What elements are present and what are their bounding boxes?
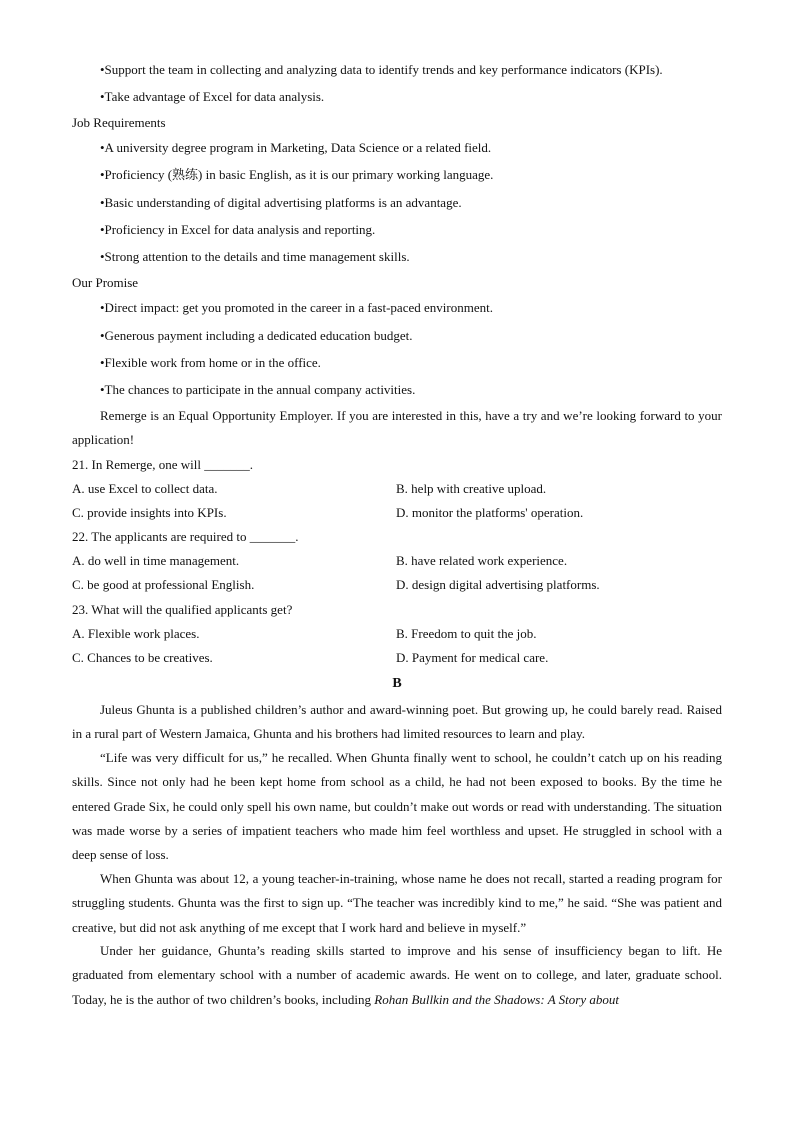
option-b: B. help with creative upload. (396, 481, 547, 496)
duty-bullet: •Support the team in collecting and analyzing data to identify trends and key performance indicators (KPIs). (100, 62, 663, 77)
option-d: D. design digital advertising platforms. (396, 577, 600, 592)
promise-bullet: •Flexible work from home or in the office. (100, 355, 321, 370)
job-requirements-heading: Job Requirements (72, 115, 166, 130)
option-c: C. provide insights into KPIs. (72, 505, 227, 520)
passage-paragraph: Juleus Ghunta is a published children’s author and award-winning poet. But growing up, he could barely read. Raised in a rural part of Western Jamaica, Ghunta and his brothers had limited resources to learn and play. (72, 702, 722, 742)
passage-paragraph: “Life was very difficult for us,” he recalled. When Ghunta finally went to school, he couldn’t catch up on his reading skills. Since not only had he been kept home from school as a child, he had not been exposed to books. By the time he entered Grade Six, he could only spell his own name, but couldn’t make out words or read with understanding. The situation was made worse by a series of impatient teachers who made him feel worthless and upset. He struggled in school with a deep sense of loss. (72, 750, 722, 863)
requirement-bullet: •Strong attention to the details and time management skills. (100, 249, 410, 264)
promise-bullet: •The chances to participate in the annual company activities. (100, 382, 416, 397)
passage-text: Under her guidance, Ghunta’s reading skills started to improve and his sense of insufficiency began to lift. He graduated from elementary school with a number of academic awards. He went on to college, and later, graduate school. Today, he is the author of two children’s books, including (72, 943, 722, 1007)
book-title: Rohan Bullkin and the Shadows: A Story about (374, 991, 619, 1007)
promise-bullet: •Generous payment including a dedicated education budget. (100, 328, 413, 343)
question-stem: 21. In Remerge, one will _______. (72, 457, 254, 472)
option-a: A. Flexible work places. (72, 626, 200, 641)
requirement-bullet: •Proficiency in Excel for data analysis and reporting. (100, 222, 376, 237)
requirement-bullet: •Proficiency (熟练) in basic English, as it is our primary working language. (100, 167, 494, 182)
option-b: B. Freedom to quit the job. (396, 626, 537, 641)
option-d: D. monitor the platforms' operation. (396, 505, 584, 520)
our-promise-heading: Our Promise (72, 275, 139, 290)
option-b: B. have related work experience. (396, 553, 568, 568)
question-stem: 22. The applicants are required to _______. (72, 529, 299, 544)
passage-paragraph (72, 939, 722, 1012)
promise-bullet: •Direct impact: get you promoted in the career in a fast-paced environment. (100, 300, 493, 315)
section-title: B (392, 676, 402, 691)
requirement-bullet: •Basic understanding of digital advertising platforms is an advantage. (100, 195, 462, 210)
closing-paragraph: Remerge is an Equal Opportunity Employer. If you are interested in this, have a try and we’re looking forward to your application! (72, 408, 722, 448)
question-stem: 23. What will the qualified applicants get? (72, 602, 293, 617)
option-c: C. Chances to be creatives. (72, 650, 213, 665)
passage-paragraph: When Ghunta was about 12, a young teacher-in-training, whose name he does not recall, started a reading program for struggling students. Ghunta was the first to sign up. “The teacher was incredibly kind to me,” he said. “She was patient and creative, but did not ask anything of me except that I work hard and believe in myself.” (72, 871, 722, 935)
duty-bullet: •Take advantage of Excel for data analysis. (100, 89, 325, 104)
option-d: D. Payment for medical care. (396, 650, 549, 665)
option-a: A. use Excel to collect data. (72, 481, 218, 496)
option-a: A. do well in time management. (72, 553, 240, 568)
option-c: C. be good at professional English. (72, 577, 255, 592)
requirement-bullet: •A university degree program in Marketing, Data Science or a related field. (100, 140, 492, 155)
